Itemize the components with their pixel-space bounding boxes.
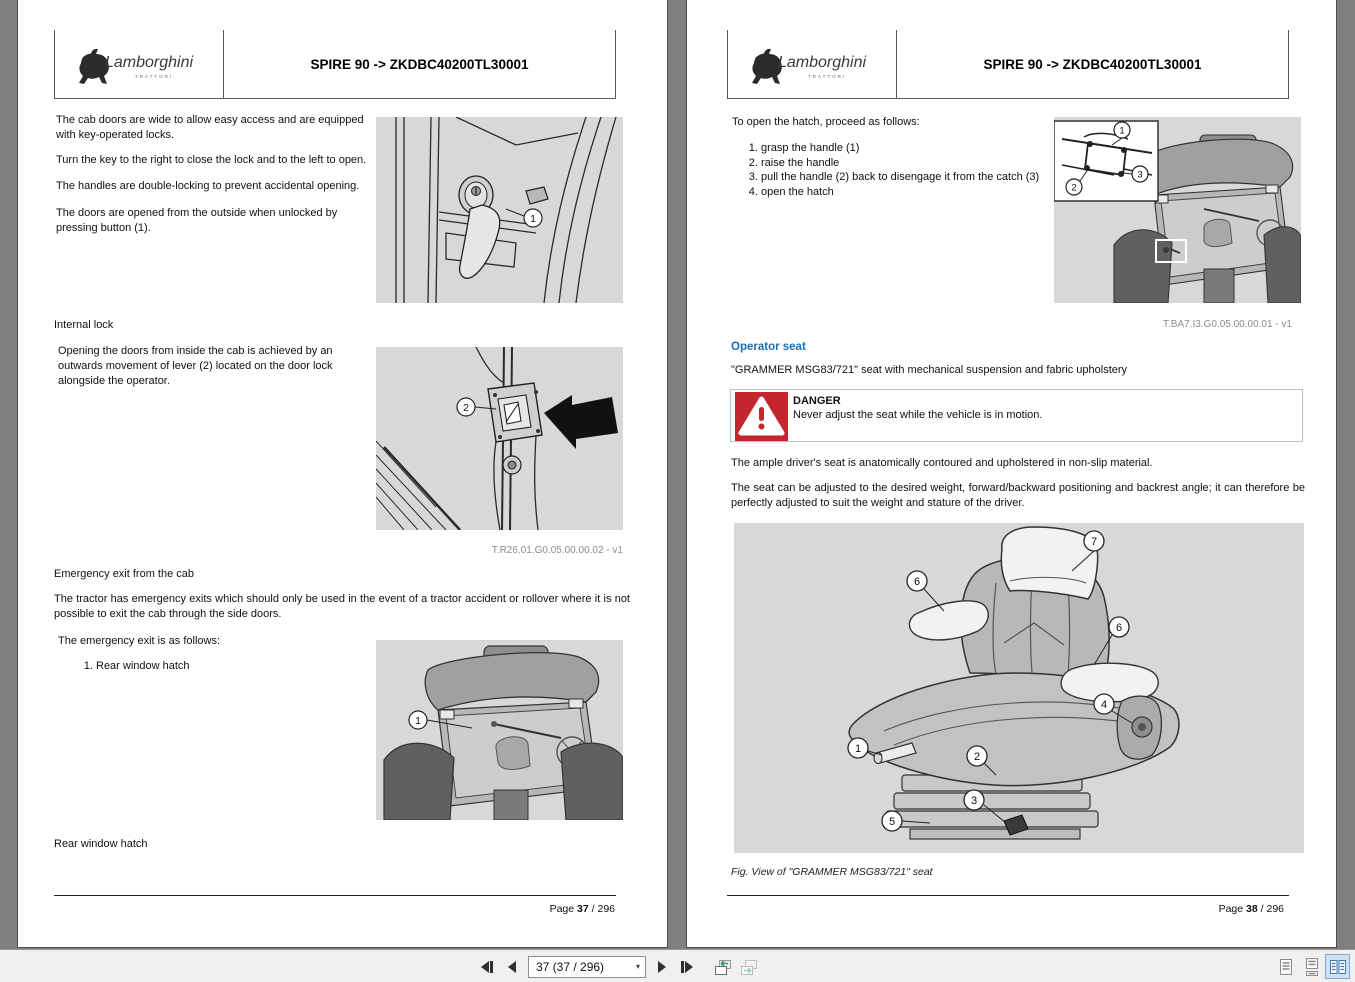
page-label: Page [549, 903, 575, 915]
page-combo-value: 37 (37 / 296) [536, 959, 605, 974]
callout-6: 6 [1115, 622, 1123, 634]
lamborghini-logo-icon [69, 40, 209, 88]
facing-pages-view-button[interactable] [1326, 955, 1349, 978]
section-heading-rear-window-hatch: Rear window hatch [54, 838, 148, 850]
page-header [54, 30, 616, 99]
callout-1: 1 [530, 213, 536, 225]
document-title: SPIRE 90 -> ZKDBC40200TL30001 [983, 56, 1202, 72]
section-heading-operator-seat: Operator seat [731, 341, 806, 353]
list-item: 3. pull the handle (2) back to disengage it from the catch (3) [761, 170, 1045, 185]
single-page-view-button[interactable] [1274, 955, 1297, 978]
brand-logo [728, 30, 897, 98]
footer-rule [727, 895, 1289, 896]
paragraph: "GRAMMER MSG83/721" seat with mechanical suspension and fabric upholstery [731, 364, 1128, 376]
next-view-icon [738, 957, 758, 977]
danger-warning-icon [735, 392, 788, 441]
viewer-toolbar [0, 949, 1355, 982]
section-heading-internal-lock: Internal lock [54, 319, 114, 331]
paragraph: Turn the key to the right to close the lock and to the left to open. [56, 154, 367, 166]
callout-3: 3 [1137, 169, 1143, 181]
page-num: 37 [577, 903, 589, 915]
list-item: 1. grasp the handle (1) [761, 141, 1045, 156]
figure-caption: Fig. View of "GRAMMER MSG83/721" seat [731, 866, 933, 878]
paragraph: The handles are double-locking to prevent accidental opening. [56, 180, 360, 192]
paragraph: The cab doors are wide to allow easy access and are equipped with key-operated locks. [56, 114, 364, 141]
pdf-page-37 [17, 0, 668, 948]
previous-page-button[interactable] [502, 957, 522, 977]
next-page-icon [653, 958, 671, 976]
cab-rear-figure [376, 640, 623, 820]
danger-title: DANGER [793, 395, 841, 407]
next-view-button[interactable] [738, 957, 758, 977]
figure-reference: T.BA7.I3.G0.05.00.00.01 - v1 [1163, 319, 1292, 330]
door-handle-figure [376, 117, 623, 303]
callout-2: 2 [463, 402, 469, 414]
continuous-view-button[interactable] [1300, 955, 1323, 978]
paragraph: The ample driver's seat is anatomically contoured and upholstered in non-slip material. [731, 457, 1153, 469]
callout-1: 1 [1119, 125, 1125, 137]
hatch-steps-list [745, 141, 1045, 199]
page-num: 38 [1246, 903, 1258, 915]
page-number-combo[interactable] [528, 956, 646, 978]
paragraph: The tractor has emergency exits which should only be used in the event of a tractor accident or rollover where it is not possible to exit the cab through the side doors. [54, 593, 630, 620]
brand-sub: TRATTORI [135, 74, 174, 79]
callout-2: 2 [973, 751, 981, 763]
chevron-down-icon: ▾ [635, 962, 640, 971]
previous-page-icon [503, 958, 521, 976]
paragraph: To open the hatch, proceed as follows: [732, 116, 920, 128]
document-title: SPIRE 90 -> ZKDBC40200TL30001 [310, 56, 529, 72]
page-navigation [476, 955, 758, 978]
page-header [727, 30, 1289, 99]
brand-name: Lamborghini [778, 54, 867, 71]
first-page-button[interactable] [476, 957, 496, 977]
internal-lock-figure [376, 347, 623, 530]
paragraph: Opening the doors from inside the cab is achieved by an outwards movement of lever (2) located on the door lock alongside the operator. [58, 345, 333, 387]
first-page-icon [477, 958, 495, 976]
next-page-button[interactable] [652, 957, 672, 977]
page-total: / 296 [591, 903, 615, 915]
figure-reference: T.R26.01.G0.05.00.00.02 - v1 [491, 545, 623, 556]
lamborghini-logo-icon [742, 40, 882, 88]
danger-warning-box [730, 389, 1303, 442]
page-layout-switcher [1274, 955, 1349, 978]
previous-view-button[interactable] [712, 957, 732, 977]
callout-1: 1 [415, 715, 421, 727]
single-page-view-icon [1275, 956, 1297, 978]
callout-2: 2 [1071, 182, 1077, 194]
last-page-icon [679, 958, 697, 976]
paragraph: The emergency exit is as follows: [58, 635, 221, 647]
grammer-seat-figure [734, 523, 1304, 853]
callout-7: 7 [1090, 536, 1098, 548]
paragraph: The seat can be adjusted to the desired weight, forward/backward positioning and backrest angle; it can therefore be perfectly adjusted to suit the weight and stature of the driver. [731, 482, 1305, 509]
list-item: 2. raise the handle [761, 156, 1045, 171]
callout-6: 6 [913, 576, 921, 588]
pdf-page-38 [686, 0, 1337, 948]
footer-rule [54, 895, 616, 896]
brand-sub: TRATTORI [808, 74, 847, 79]
callout-4: 4 [1100, 699, 1108, 711]
brand-logo [55, 30, 224, 98]
brand-name: Lamborghini [105, 54, 194, 71]
emergency-exit-list [80, 659, 360, 674]
callout-3: 3 [970, 795, 978, 807]
list-item: 4. open the hatch [761, 185, 1045, 200]
danger-text: Never adjust the seat while the vehicle is in motion. [793, 409, 1043, 421]
page-label: Page [1218, 903, 1244, 915]
page-number [550, 903, 615, 915]
hatch-figure [1054, 117, 1301, 303]
section-heading-emergency-exit: Emergency exit from the cab [54, 568, 195, 580]
page-total: / 296 [1260, 903, 1284, 915]
last-page-button[interactable] [678, 957, 698, 977]
facing-pages-view-icon [1327, 956, 1349, 978]
previous-view-icon [712, 957, 732, 977]
paragraph: The doors are opened from the outside when unlocked by pressing button (1). [56, 207, 338, 234]
callout-1: 1 [854, 743, 862, 755]
callout-5: 5 [888, 816, 896, 828]
page-number [1219, 903, 1284, 915]
continuous-view-icon [1301, 956, 1323, 978]
list-item: 1. Rear window hatch [96, 659, 360, 674]
